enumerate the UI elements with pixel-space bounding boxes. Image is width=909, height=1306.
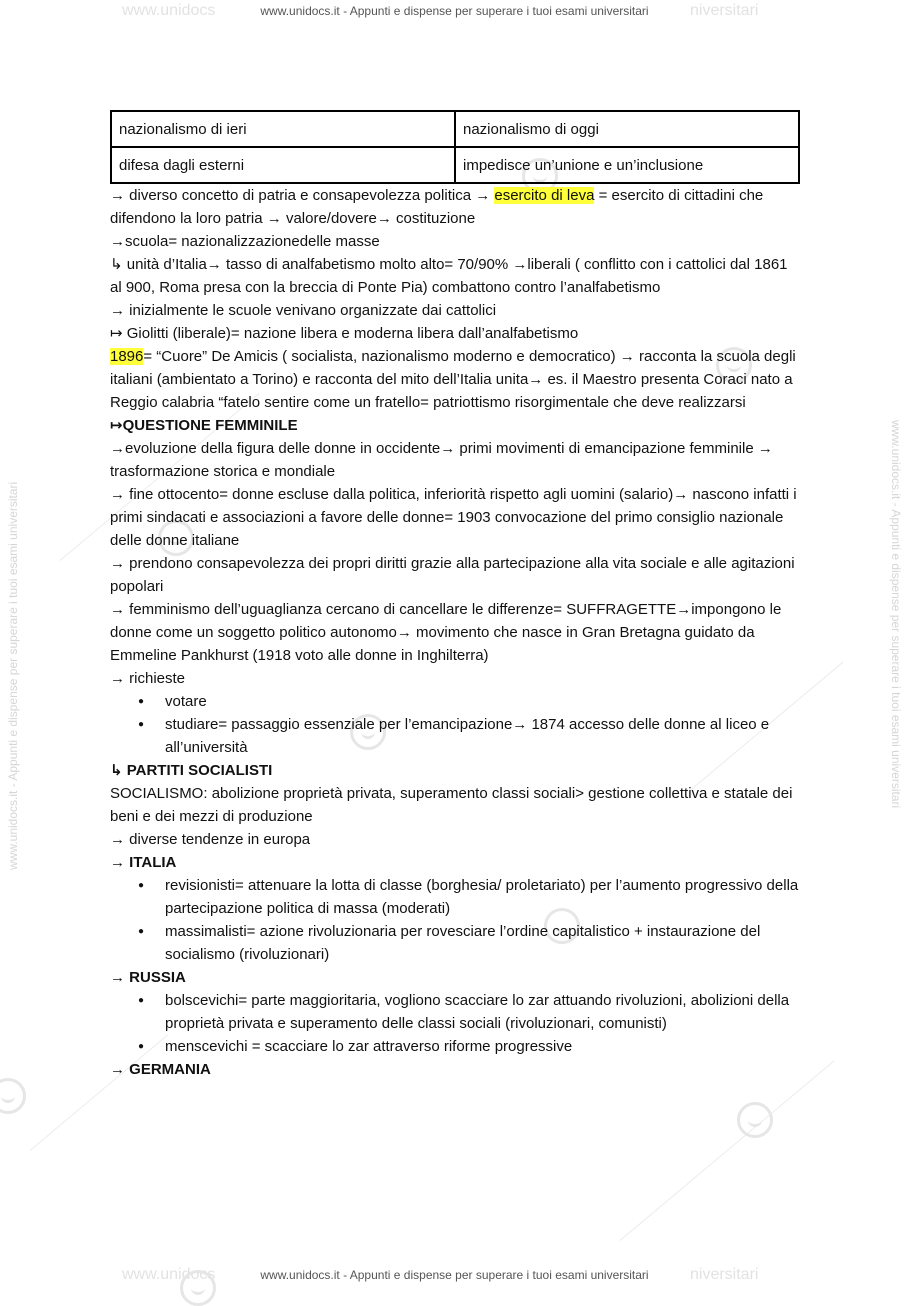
document-body	[110, 110, 800, 1081]
watermark-logo-icon	[0, 1078, 26, 1114]
paragraph: SOCIALISMO: abolizione proprietà privata, superamento classi sociali> gestione collettiva e statale dei beni e dei mezzi di produzione	[110, 785, 793, 825]
paragraph: →evoluzione della figura delle donne in occidente→ primi movimenti di emancipazione femminile → trasformazione storica e mondiale	[110, 440, 773, 480]
table-cell-col2: impedisce un’unione e un’inclusione	[455, 147, 799, 183]
text-run: → diverso concetto di patria e consapevolezza politica →	[110, 187, 495, 204]
bullet-list	[110, 874, 800, 966]
paragraph: → prendono consapevolezza dei propri diritti grazie alla partecipazione alla vita sociale e alle agitazioni popolari	[110, 555, 795, 595]
heading-text: → GERMANIA	[110, 1061, 211, 1078]
heading-text: ↳ PARTITI SOCIALISTI	[110, 762, 273, 779]
table-cell-col1-header: nazionalismo di ieri	[111, 111, 455, 147]
list-item: ● votare	[165, 690, 800, 713]
list-item: ● bolscevichi= parte maggioritaria, vogliono scacciare lo zar attuando rivoluzioni, abolizioni della proprietà privata e superamento delle classi sociali (rivoluzionari, comunisti)	[165, 989, 800, 1035]
watermark-side-left: www.unidocs.it - Appunti e dispense per superare i tuoi esami universitari	[6, 481, 20, 870]
highlighted-text: esercito di leva	[494, 187, 595, 204]
section-heading	[110, 851, 800, 874]
watermark-ghost-right-bottom: niversitari	[690, 1266, 759, 1283]
watermark-side-right: www.unidocs.it - Appunti e dispense per superare i tuoi esami universitari	[889, 420, 903, 809]
watermark-banner-top: www.unidocs.it - Appunti e dispense per superare i tuoi esami universitari	[260, 4, 649, 18]
text-run: = esercito di cittadini che difendono la loro patria → valore/dovere→ costituzione	[110, 187, 764, 227]
comparison-table	[110, 110, 800, 184]
heading-text: → RUSSIA	[110, 969, 186, 986]
table-cell-col2-header: nazionalismo di oggi	[455, 111, 799, 147]
paragraph: → inizialmente le scuole venivano organizzate dai cattolici	[110, 302, 497, 319]
table-row	[111, 147, 799, 183]
paragraph: ↳ unità d’Italia→ tasso di analfabetismo molto alto= 70/90% →liberali ( conflitto con i cattolici dal 1861 al 900, Roma presa con la breccia di Ponte Pia) combattono contro l’analfabetismo	[110, 256, 788, 296]
watermark-line	[620, 1060, 835, 1241]
watermark-ghost-left: www.unidocs	[122, 2, 216, 19]
paragraph: →scuola= nazionalizzazionedelle masse	[110, 233, 380, 250]
section-heading	[110, 1058, 800, 1081]
heading-text: ↦QUESTIONE FEMMINILE	[110, 417, 298, 434]
paragraph: → richieste	[110, 670, 186, 687]
paragraph	[110, 345, 800, 414]
list-item: ● massimalisti= azione rivoluzionaria per rovesciare l’ordine capitalistico + instaurazione del socialismo (rivoluzionari)	[165, 920, 800, 966]
watermark-logo-icon	[180, 1270, 216, 1306]
table-row	[111, 111, 799, 147]
paragraph: → femminismo dell’uguaglianza cercano di cancellare le differenze= SUFFRAGETTE→impongono le donne come un soggetto politico autonomo→ movimento che nasce in Gran Bretagna guidato da Emmeline Pankhurst (1918 voto alle donne in Inghilterra)	[110, 601, 782, 664]
bullet-list	[110, 989, 800, 1058]
watermark-ghost-left-bottom: www.unidocs	[122, 1266, 216, 1283]
section-heading	[110, 759, 800, 782]
watermark-banner-bottom: www.unidocs.it - Appunti e dispense per superare i tuoi esami universitari	[260, 1268, 649, 1282]
paragraph	[110, 184, 800, 230]
highlighted-text: 1896	[110, 348, 144, 365]
paragraph: ↦ Giolitti (liberale)= nazione libera e moderna libera dall’analfabetismo	[110, 325, 579, 342]
section-heading	[110, 966, 800, 989]
list-item: ● studiare= passaggio essenziale per l’emancipazione→ 1874 accesso delle donne al liceo e all’università	[165, 713, 800, 759]
text-run: = “Cuore” De Amicis ( socialista, nazionalismo moderno e democratico) → racconta la scuola degli italiani (ambientato a Torino) e racconta del mito dell’Italia unita→ es. il Maestro presenta Coraci nato a Reggio calabria “fatelo sentire come un fratello= patriottismo risorgimentale che deve realizzarsi	[110, 348, 796, 411]
watermark-logo-icon	[737, 1102, 773, 1138]
paragraph: → diverse tendenze in europa	[110, 831, 311, 848]
paragraph: → fine ottocento= donne escluse dalla politica, inferiorità rispetto agli uomini (salario)→ nascono infatti i primi sindacati e associazioni a favore delle donne= 1903 convocazione del primo consiglio nazionale delle donne italiane	[110, 486, 797, 549]
heading-text: → ITALIA	[110, 854, 177, 871]
list-item: ● revisionisti= attenuare la lotta di classe (borghesia/ proletariato) per l’aumento progressivo della partecipazione politica di massa (moderati)	[165, 874, 800, 920]
list-item: ● menscevichi = scacciare lo zar attraverso riforme progressive	[165, 1035, 800, 1058]
table-cell-col1: difesa dagli esterni	[111, 147, 455, 183]
section-heading	[110, 414, 800, 437]
watermark-ghost-right: niversitari	[690, 2, 759, 19]
bullet-list	[110, 690, 800, 759]
